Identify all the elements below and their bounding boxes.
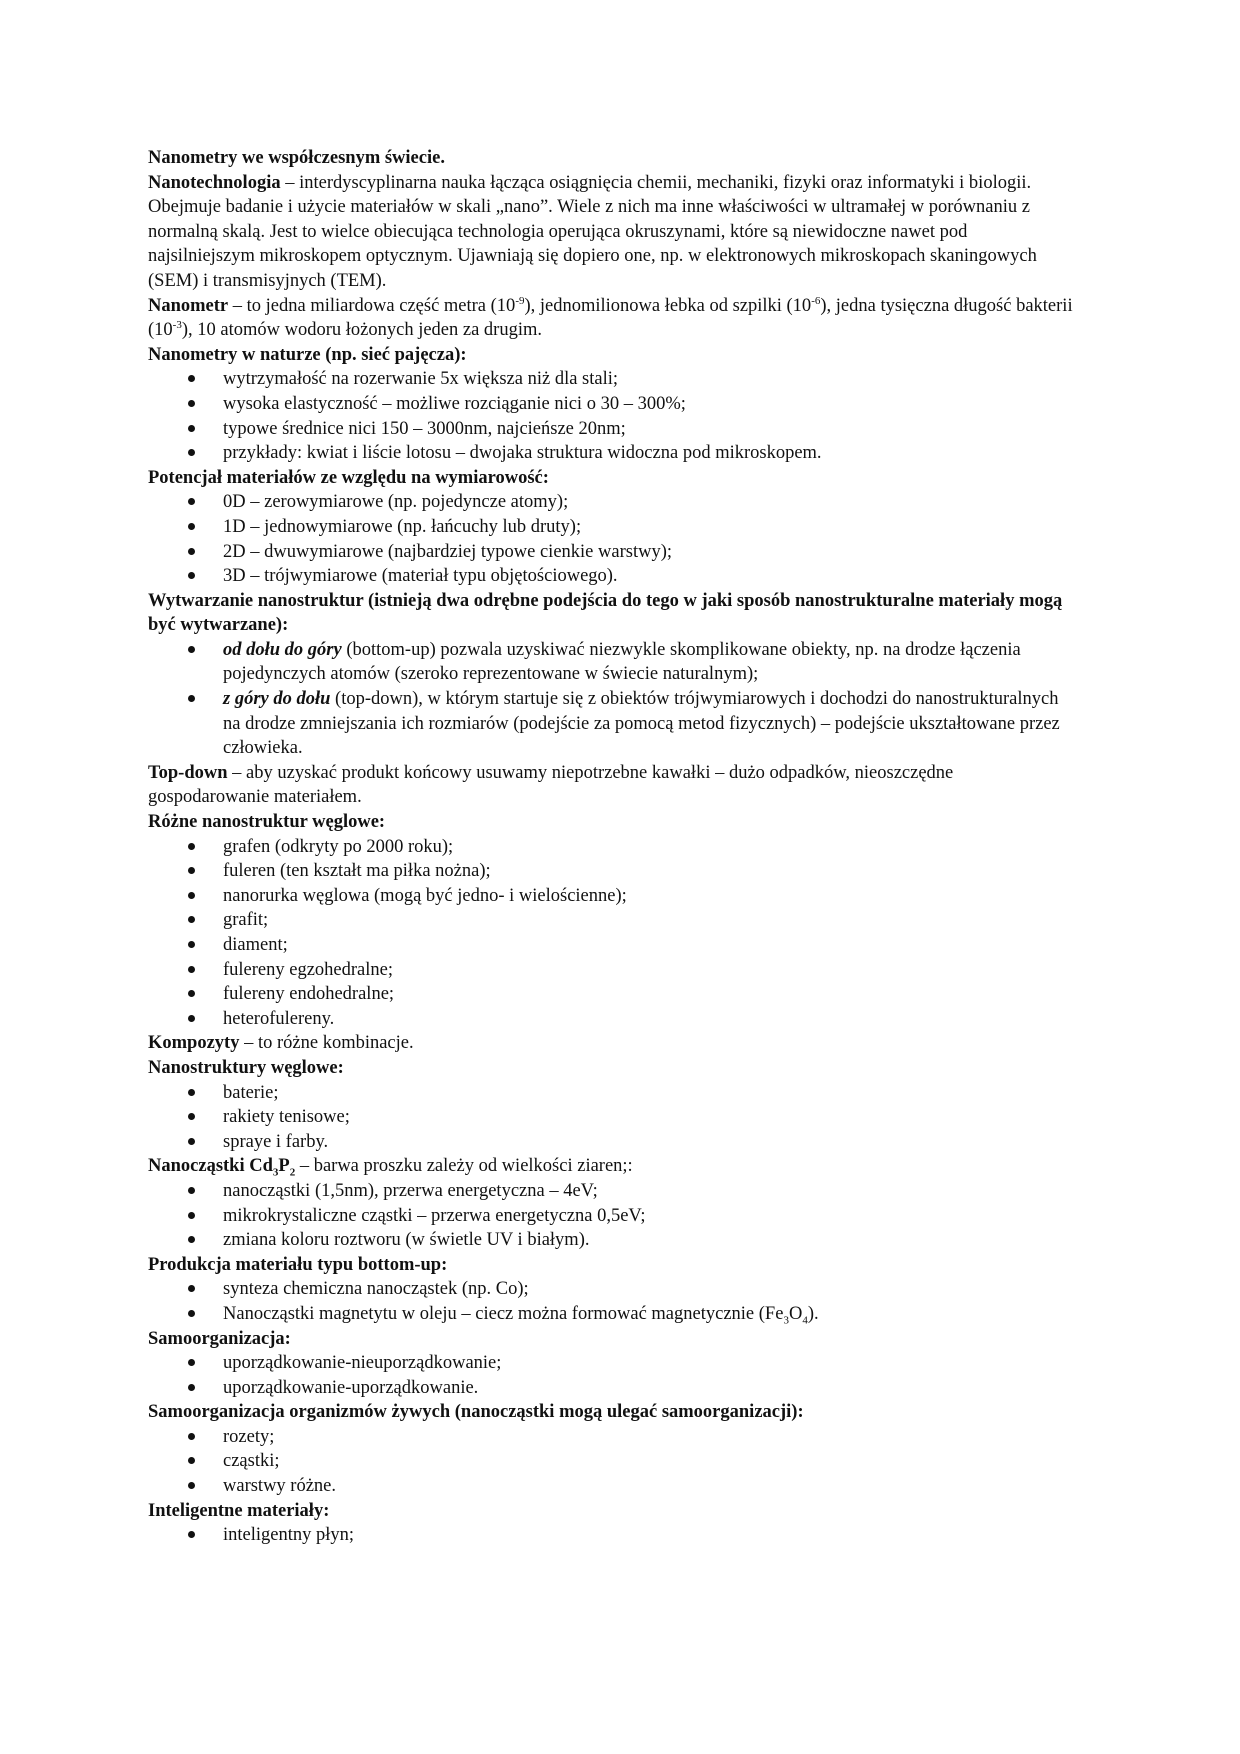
list-item bbox=[148, 1302, 1078, 1327]
magnetite-sub-2: 4 bbox=[802, 1314, 808, 1327]
selforg-living-heading: Samoorganizacja organizmów żywych (nanocząstki mogą ulegać samoorganizacji): bbox=[148, 1402, 804, 1423]
magnetite-text-2: O bbox=[788, 1303, 803, 1324]
document-title: Nanometry we współczesnym świecie. bbox=[148, 148, 445, 168]
nanometr-paragraph bbox=[148, 294, 1078, 343]
list-item: rozety; bbox=[148, 1425, 1078, 1450]
nanometr-exp-3: -3 bbox=[172, 319, 182, 331]
list-item: uporządkowanie-nieuporządkowanie; bbox=[148, 1351, 1078, 1376]
list-item: fulereny egzohedralne; bbox=[148, 958, 1078, 983]
list-item: przykłady: kwiat i liście lotosu – dwojaka struktura widoczna pod mikroskopem. bbox=[148, 441, 1078, 466]
magnetite-sub-1: 3 bbox=[783, 1314, 789, 1327]
cdp-list bbox=[148, 1179, 1078, 1253]
scale-paragraph: Obejmuje badanie i użycie materiałów w skali „nano”. Wiele z nich ma inne właściwości w ultramałej w porównaniu z normalną skalą. Jest to wielce obiecująca technologia operująca okruszynami, które są niewidoczne nawet pod najsilniejszym mikroskopem optycznym. Ujawniają się dopiero one, np. w elektronowych mikroskopach skaningowych (SEM) i transmisyjnych (TEM). bbox=[148, 197, 1037, 291]
list-item: wytrzymałość na rozerwanie 5x większa niż dla stali; bbox=[148, 367, 1078, 392]
intro-paragraph bbox=[148, 171, 1078, 196]
selforg-living-list bbox=[148, 1425, 1078, 1499]
topdown-text: – aby uzyskać produkt końcowy usuwamy niepotrzebne kawałki – dużo odpadków, nieoszczędne gospodarowanie materiałem. bbox=[148, 762, 954, 808]
list-item: inteligentny płyn; bbox=[148, 1523, 1078, 1548]
list-item: zmiana koloru roztworu (w świetle UV i białym). bbox=[148, 1228, 1078, 1253]
cdp-text: – barwa proszku zależy od wielkości ziaren;: bbox=[295, 1156, 633, 1177]
cdp-term-1: Nanocząstki Cd bbox=[148, 1156, 273, 1177]
list-item: heterofulereny. bbox=[148, 1007, 1078, 1032]
nanometr-text-1: – to jedna miliardowa część metra (10 bbox=[228, 295, 516, 316]
list-item: diament; bbox=[148, 933, 1078, 958]
top-down-term: z góry do dołu bbox=[223, 689, 331, 710]
nature-heading: Nanometry w naturze (np. sieć pajęcza): bbox=[148, 344, 467, 365]
cdp-sub-1: 3 bbox=[272, 1167, 279, 1180]
nanometr-term: Nanometr bbox=[148, 295, 229, 316]
list-item: spraye i farby. bbox=[148, 1130, 1078, 1155]
list-item: fuleren (ten kształt ma piłka nożna); bbox=[148, 859, 1078, 884]
top-down-text: (top-down), w którym startuje się z obiektów trójwymiarowych i dochodzi do nanostrukturalnych na drodze zmniejszania ich rozmiarów (podejście za pomocą metod fizycznych) – podejście ukształtowane przez człowieka. bbox=[223, 689, 1060, 759]
smart-list bbox=[148, 1523, 1078, 1548]
list-item: nanocząstki (1,5nm), przerwa energetyczna – 4eV; bbox=[148, 1179, 1078, 1204]
list-item: baterie; bbox=[148, 1081, 1078, 1106]
carbon-heading: Różne nanostruktur węglowe: bbox=[148, 812, 386, 833]
carbon-uses-list bbox=[148, 1081, 1078, 1155]
nanometr-exp-2: -6 bbox=[811, 294, 821, 307]
nanometr-text-4: ), 10 atomów wodoru łożonych jeden za drugim. bbox=[181, 320, 542, 341]
nanometr-text-2: ), jednomilionowa łebka od szpilki (10 bbox=[524, 295, 812, 316]
list-item: mikrokrystaliczne cząstki – przerwa energetyczna 0,5eV; bbox=[148, 1204, 1078, 1229]
bottomup-heading: Produkcja materiału typu bottom-up: bbox=[148, 1254, 448, 1275]
intro-term: Nanotechnologia bbox=[148, 172, 281, 193]
bottomup-list bbox=[148, 1277, 1078, 1326]
list-item: grafen (odkryty po 2000 roku); bbox=[148, 835, 1078, 860]
cdp-sub-2: 2 bbox=[289, 1167, 296, 1180]
list-item: typowe średnice nici 150 – 3000nm, najcieńsze 20nm; bbox=[148, 417, 1078, 442]
list-item: 0D – zerowymiarowe (np. pojedyncze atomy); bbox=[148, 490, 1078, 515]
carbon-list bbox=[148, 835, 1078, 1032]
topdown-paragraph bbox=[148, 761, 1078, 810]
cdp-paragraph bbox=[148, 1154, 1078, 1179]
list-item: rakiety tenisowe; bbox=[148, 1105, 1078, 1130]
list-item: 1D – jednowymiarowe (np. łańcuchy lub druty); bbox=[148, 515, 1078, 540]
nature-list bbox=[148, 367, 1078, 465]
production-heading: Wytwarzanie nanostruktur (istnieją dwa odrębne podejścia do tego w jaki sposób nanostrukturalne materiały mogą być wytwarzane): bbox=[148, 590, 1063, 636]
cdp-term-2: P bbox=[278, 1156, 290, 1177]
composites-term: Kompozyty bbox=[148, 1033, 240, 1054]
list-item: cząstki; bbox=[148, 1449, 1078, 1474]
document-page bbox=[148, 146, 1078, 1548]
list-item: grafit; bbox=[148, 908, 1078, 933]
list-item: wysoka elastyczność – możliwe rozciąganie nici o 30 – 300%; bbox=[148, 392, 1078, 417]
composites-paragraph bbox=[148, 1031, 1078, 1056]
carbon-uses-heading: Nanostruktury węglowe: bbox=[148, 1057, 344, 1078]
list-item: warstwy różne. bbox=[148, 1474, 1078, 1499]
selforg-list bbox=[148, 1351, 1078, 1400]
selforg-heading: Samoorganizacja: bbox=[148, 1328, 291, 1349]
magnetite-text-1: Nanocząstki magnetytu w oleju – ciecz można formować magnetycznie (Fe bbox=[223, 1303, 784, 1324]
list-item: nanorurka węglowa (mogą być jedno- i wielościenne); bbox=[148, 884, 1078, 909]
list-item: 3D – trójwymiarowe (materiał typu objętościowego). bbox=[148, 564, 1078, 589]
bottom-up-text: (bottom-up) pozwala uzyskiwać niezwykle skomplikowane obiekty, np. na drodze łączenia pojedynczych atomów (szeroko reprezentowane w świecie naturalnym); bbox=[223, 639, 1021, 685]
list-item bbox=[148, 687, 1078, 761]
nanometr-exp-1: -9 bbox=[515, 294, 525, 307]
list-item: uporządkowanie-uporządkowanie. bbox=[148, 1376, 1078, 1401]
list-item bbox=[148, 638, 1078, 687]
list-item: 2D – dwuwymiarowe (najbardziej typowe cienkie warstwy); bbox=[148, 540, 1078, 565]
list-item: synteza chemiczna nanocząstek (np. Co); bbox=[148, 1277, 1078, 1302]
topdown-term: Top-down bbox=[148, 762, 228, 783]
production-list bbox=[148, 638, 1078, 761]
intro-definition: – interdyscyplinarna nauka łącząca osiągnięcia chemii, mechaniki, fizyki oraz informatyki i biologii. bbox=[280, 172, 1032, 193]
smart-heading: Inteligentne materiały: bbox=[148, 1500, 330, 1521]
list-item: fulereny endohedralne; bbox=[148, 982, 1078, 1007]
dimensions-list bbox=[148, 490, 1078, 588]
bottom-up-term: od dołu do góry bbox=[223, 639, 342, 660]
dimensions-heading: Potencjał materiałów ze względu na wymiarowość: bbox=[148, 467, 549, 488]
composites-text: – to różne kombinacje. bbox=[239, 1033, 414, 1054]
magnetite-text-3: ). bbox=[807, 1303, 819, 1324]
nanometr-text-3: ), jedna tysięczna długość bakterii (10 bbox=[148, 295, 1073, 341]
